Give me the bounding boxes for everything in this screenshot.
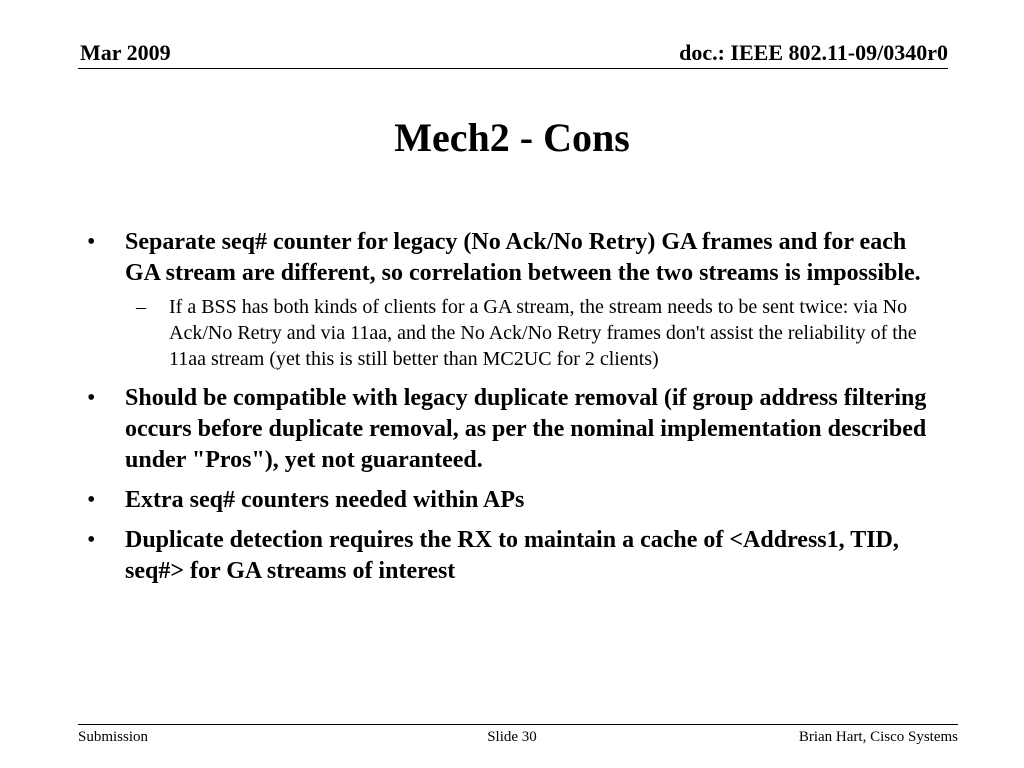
bullet-item: [87, 383, 937, 476]
bullet-marker: •: [87, 527, 96, 553]
bullet-marker: •: [87, 487, 96, 513]
header-date: Mar 2009: [80, 40, 171, 65]
bullet-item: [87, 485, 937, 516]
footer-slide-number: Slide 30: [487, 729, 537, 745]
bullet-text: Extra seq# counters needed within APs: [125, 487, 525, 513]
sub-bullet-item: [136, 294, 929, 372]
sub-bullet-marker: –: [136, 296, 146, 318]
bullet-text: Should be compatible with legacy duplicate removal (if group address filtering occurs before duplicate removal, as per the nominal implementation described under "Pros"), yet not guaranteed.: [125, 385, 927, 473]
header-doc-id: doc.: IEEE 802.11-09/0340r0: [679, 40, 948, 65]
footer-author: Brian Hart, Cisco Systems: [798, 729, 958, 745]
footer-divider: [78, 724, 958, 725]
bullet-item: [87, 525, 937, 587]
sub-bullet-text: If a BSS has both kinds of clients for a GA stream, the stream needs to be sent twice: via No Ack/No Retry and via 11aa, and the No Ack/No Retry frames don't assist the reliability of the 11aa stream (yet this is still better than MC2UC for 2 clients): [169, 296, 917, 370]
bullet-marker: •: [87, 385, 96, 411]
bullet-marker: •: [87, 229, 96, 255]
bullet-text: Duplicate detection requires the RX to maintain a cache of <Address1, TID, seq#> for GA streams of interest: [125, 527, 899, 584]
bullet-text: Separate seq# counter for legacy (No Ack/No Retry) GA frames and for each GA stream are different, so correlation between the two streams is impossible.: [125, 229, 921, 286]
slide-title: Mech2 - Cons: [394, 115, 630, 160]
footer-submission: Submission: [78, 729, 149, 745]
header-divider: [78, 68, 948, 69]
bullet-item: [87, 227, 937, 289]
slide-body: [87, 227, 937, 596]
